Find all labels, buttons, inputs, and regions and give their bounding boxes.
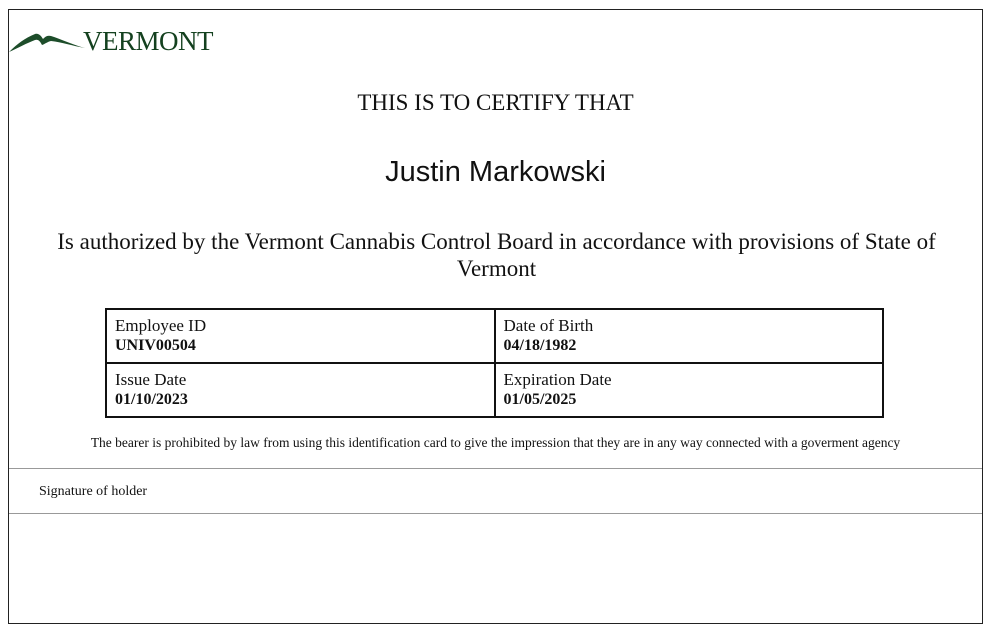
signature-row (9, 468, 982, 514)
certify-heading: THIS IS TO CERTIFY THAT (357, 90, 634, 115)
logo-text: VERMONT (83, 26, 213, 56)
table-row (106, 363, 883, 417)
details-table (105, 308, 884, 418)
issue-date-cell (106, 363, 495, 417)
holder-name: Justin Markowski (385, 156, 606, 188)
employee-id-value: UNIV00504 (115, 337, 196, 354)
expiration-date-value: 01/05/2025 (503, 391, 577, 408)
expiration-date-label: Expiration Date (503, 370, 612, 389)
authorization-statement: Is authorized by the Vermont Cannabis Control Board in accordance with provisions of State of Vermont (57, 229, 936, 281)
table-row (106, 309, 883, 363)
certificate-card (8, 9, 983, 624)
employee-id-label: Employee ID (115, 316, 207, 335)
date-of-birth-label: Date of Birth (503, 316, 594, 335)
legal-disclaimer: The bearer is prohibited by law from using this identification card to give the impression that they are in any way connected with a goverment agency (90, 435, 901, 450)
issue-date-value: 01/10/2023 (115, 391, 188, 408)
date-of-birth-cell (495, 309, 884, 363)
signature-label: Signature of holder (39, 484, 148, 499)
expiration-date-cell (495, 363, 884, 417)
date-of-birth-value: 04/18/1982 (503, 337, 577, 354)
vermont-logo (9, 24, 229, 58)
employee-id-cell (106, 309, 495, 363)
issue-date-label: Issue Date (115, 370, 187, 389)
mountain-icon (9, 30, 87, 54)
